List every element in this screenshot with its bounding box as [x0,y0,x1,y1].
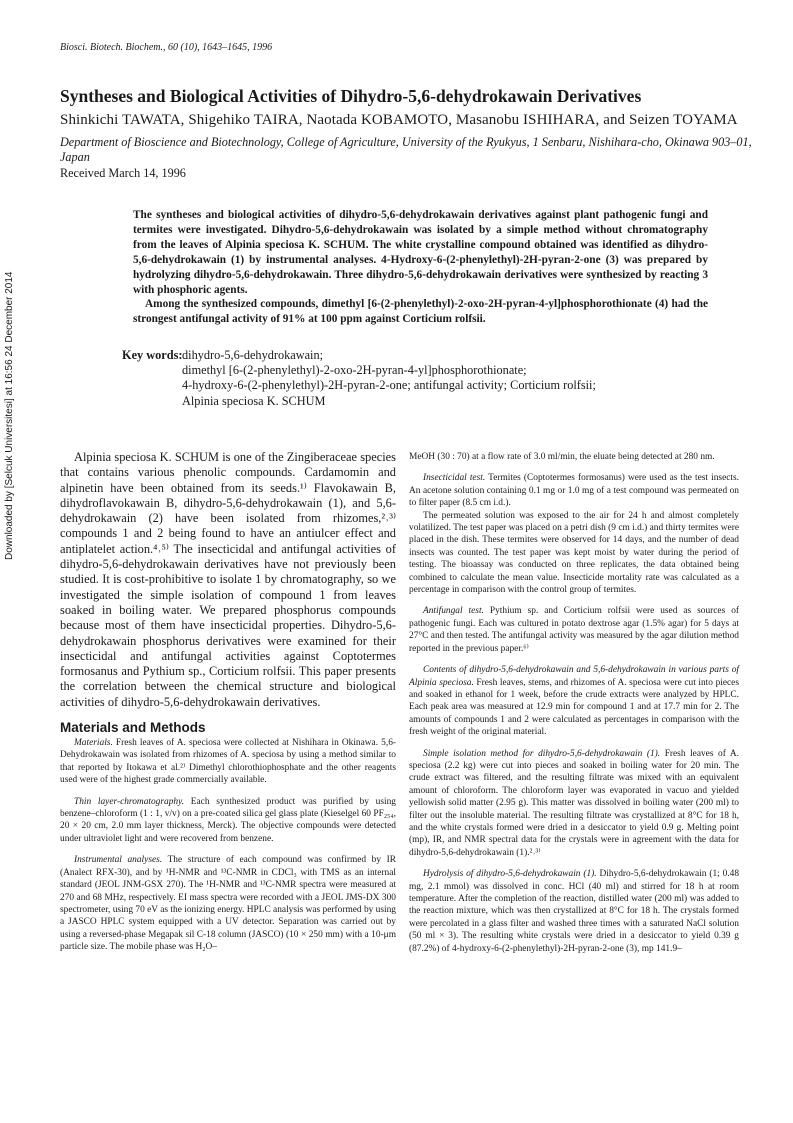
insecticidal-paragraph [409,472,739,509]
intro-paragraph: Alpinia speciosa K. SCHUM is one of the Zingiberaceae species that contains various phenolic compounds. Cardamomin and alpinetin have been obtained from its seeds.¹⁾ Flavokawain B, dihydroflavokawain B, dihydro-5,6-dehydrokawain (1), and 5,6-dehydrokawain (2) have been isolated from rhizomes,²˒³⁾ compounds 1 and 2 being found to have an antiulcer effect and antiplatelet action.⁴˒⁵⁾ The insecticidal and antifungal activities of dihydro-5,6-dehydrokawain derivatives have not previously been studied. It is cost-prohibitive to isolate 1 by chromatography, so we investigated the simple isolation of compound 1 from leaves soaked in boiling water. We prepared phosphorus compounds because most of them have insecticidal properties. Dihydro-5,6-dehydrokawain phosphorus derivatives were examined for their insecticidal and antifungal activities against Coptotermes formosanus and Pythium sp., Corticium rolfsii. This paper presents the correlation between the chemical structure and biological activities of dihydro-5,6-dehydrokawain derivatives. [60,450,396,709]
abstract-paragraph-1: The syntheses and biological activities of dihydro-5,6-dehydrokawain derivatives against plant pathogenic fungi and termites were investigated. Dihydro-5,6-dehydrokawain was isolated by a simple method without chromatography from the leaves of Alpinia speciosa K. SCHUM. The white crystalline compound obtained was identified as dihydro-5,6-dehydrokawain (1) by instrumental analyses. 4-Hydroxy-6-(2-phenylethyl)-2H-pyran-2-one (3) was prepared by hydrolyzing dihydro-5,6-dehydrokawain. Three dihydro-5,6-dehydrokawain derivatives were synthesized by reacting 3 with phosphoric agents. [133,209,708,296]
antifungal-text: Pythium sp. and Corticium rolfsii were used as sources of pathogenic fungi. Each was cultured in potato dextrose agar (1.5% agar) for 5 days at 27°C and then tested. The antifungal activity was measured by the agar dilution method reported in the previous paper.⁶⁾ [409,606,740,654]
abstract [133,208,708,327]
article-title: Syntheses and Biological Activities of Dihydro-5,6-dehydrokawain Derivatives [60,86,642,106]
keywords-list [182,348,722,409]
abstract-paragraph-2: Among the synthesized compounds, dimethyl [6-(2-phenylethyl)-2-oxo-2H-pyran-4-yl]phosphorothionate (4) had the strongest antifungal activity of 91% at 100 ppm against Corticium rolfsii. [133,298,708,326]
right-column [409,451,739,964]
insecticidal-heading: Insecticidal test. [423,473,486,484]
continued-paragraph: MeOH (30 : 70) at a flow rate of 3.0 ml/min, the eluate being detected at 280 nm. [409,452,715,462]
isolation-heading: Simple isolation method for dihydro-5,6-dehydrokawain (1). [423,748,661,759]
hydrolysis-text: Dihydro-5,6-dehydrokawain (1; 0.48 mg, 2.1 mmol) was dissolved in conc. HCl (40 ml) and stirred for 18 h at room temperature. After the completion of the reaction, distilled water (200 ml) was added to the reaction mixture, which was then crystallized at 8°C for 18 h. The crystals formed were percolated in a glass filter and washed three times with a saturated NaCl solution (50 ml × 3). The resulting white crystals were dried in a desiccator to yield 0.39 g (87.2%) of 4-hydroxy-6-(2-phenylethyl)-2H-pyran-2-one (3), mp 141.9– [409,869,740,954]
tlc-paragraph [60,796,396,846]
insecticidal-paragraph-2: The permeated solution was exposed to the air for 24 h and almost completely volatilized. The test paper was placed on a petri dish (9 cm i.d.) and thirty termites were placed in the dish. These termites were observed for 14 days, and the number of dead insects was counted. The test paper was kept moist by water during the period of testing. The bioassay was conducted on three replicates, the data obtained being combined to calculate the mean value. Insecticide mortality rate was calculated as a percentage in comparison with the control group of termites. [409,510,739,596]
keyword-line: dihydro-5,6-dehydrokawain; [182,348,324,362]
materials-paragraph [60,737,396,787]
instrumental-paragraph [60,854,396,953]
journal-reference: Biosci. Biotech. Biochem., 60 (10), 1643–1645, 1996 [60,42,273,53]
download-watermark [4,271,16,560]
keyword-line: Alpinia speciosa K. SCHUM [182,393,326,408]
left-column [60,450,396,963]
isolation-paragraph [409,748,739,860]
materials-text: Fresh leaves of A. speciosa were collected at Nishihara in Okinawa. 5,6-Dehydrokawain was isolated from rhizomes of A. speciosa by using a method similar to that reported by Itokawa et al.²⁾ Dimethyl chlorothiophosphate and the other reagents used were of the highest grade commercially available. [60,738,396,786]
keyword-line: dimethyl [6-(2-phenylethyl)-2-oxo-2H-pyran-4-yl]phosphorothionate; [182,363,527,378]
tlc-heading: Thin layer-chromatography. [74,796,185,807]
contents-text: Fresh leaves, stems, and rhizomes of A. speciosa were cut into pieces and soaked in ethanol for 1 week, before the crude extracts were analyzed by HPLC. Each peak area was measured at 12.9 min for compound 1 and at 17.7 min for 2. The amounts of compounds 1 and 2 were calculated as percentages in comparison with the fresh weight of the original material. [409,677,739,738]
antifungal-paragraph [409,605,739,655]
download-note: Downloaded by [Selcuk Universitesi] at 16:56 24 December 2014 [4,271,15,560]
affiliation: Department of Bioscience and Biotechnology, College of Agriculture, University of the Ryukyus, 1 Senbaru, Nishihara-cho, Okinawa 903–01, Japan [60,135,752,164]
materials-heading: Materials. [74,738,113,749]
antifungal-heading: Antifungal test. [423,606,484,617]
keyword-line: 4-hydroxy-6-(2-phenylethyl)-2H-pyran-2-one; antifungal activity; Corticium rolfsii; [182,378,596,393]
tlc-text: Each synthesized product was purified by using benzene–chloroform (1 : 1, v/v) on a pre-coated silica gel glass plate (Kieselgel 60 PF₂₅₄, 20 × 20 cm, 2.0 mm layer thickness, Merck). The objective compounds were detected under ultraviolet light and were recovered from benzene. [60,796,396,844]
isolation-text: Fresh leaves of A. speciosa (2.2 kg) were cut into pieces and soaked in boiling water for 20 min. The crude extract was filtered, and the resulting filtrate was mixed with an equivalent amount of chloroform. The chloroform layer was evaporated in vacuo and yielded yellowish solid matter (2.95 g). This matter was dissolved in boiling water (200 ml) to filter out the insoluble material. The resulting filtrate was crystallized at 8°C for 18 h, and the white crystals formed were dried in a desiccator to yield 0.9 g. Melting point (mp), IR, and NMR spectral data for the crystals were in agreement with the data for dihydro-5,6-dehydrokawain (1).²˒³⁾ [409,748,739,858]
contents-heading: Contents of dihydro-5,6-dehydrokawain and 5,6-dehydrokawain in various parts of Alpinia speciosa. [409,665,739,688]
author-list: Shinkichi TAWATA, Shigehiko TAIRA, Naotada KOBAMOTO, Masanobu ISHIHARA, and Seizen TOYAMA [60,112,738,128]
insecticidal-text: Termites (Coptotermes formosanus) were used as the test insects. An acetone solution containing 0.1 mg or 1.0 mg of a test compound was permeated on to filter paper (8.5 cm i.d.). [409,473,739,509]
instrumental-heading: Instrumental analyses. [74,855,163,866]
hydrolysis-paragraph [409,868,739,955]
received-date: Received March 14, 1996 [60,166,186,180]
keywords-label: Key words: [122,348,183,362]
section-heading: Materials and Methods [60,720,206,736]
hydrolysis-heading: Hydrolysis of dihydro-5,6-dehydrokawain (1). [423,869,597,880]
contents-paragraph [409,664,739,738]
instrumental-text: The structure of each compound was confirmed by IR (Analect RFX-30), and by ¹H-NMR and ¹³C-NMR in CDCl₃ with TMS as an internal standard (JEOL JNM-GSX 270). The ¹H-NMR and ¹³C-NMR spectra were measured at 270 and 68 MHz, respectively. EI mass spectra were recorded with a JEOL JMS-DX 300 spectrometer, using 70 eV as the ionizing energy. HPLC analysis was performed by using a JASCO HPLC system equipped with a UV detector. Separation was carried out by using a reversed-phase Megapak sil C-18 column (JASCO) (10 × 250 mm) with a 10-μm particle size. The mobile phase was H₂O– [60,855,397,953]
